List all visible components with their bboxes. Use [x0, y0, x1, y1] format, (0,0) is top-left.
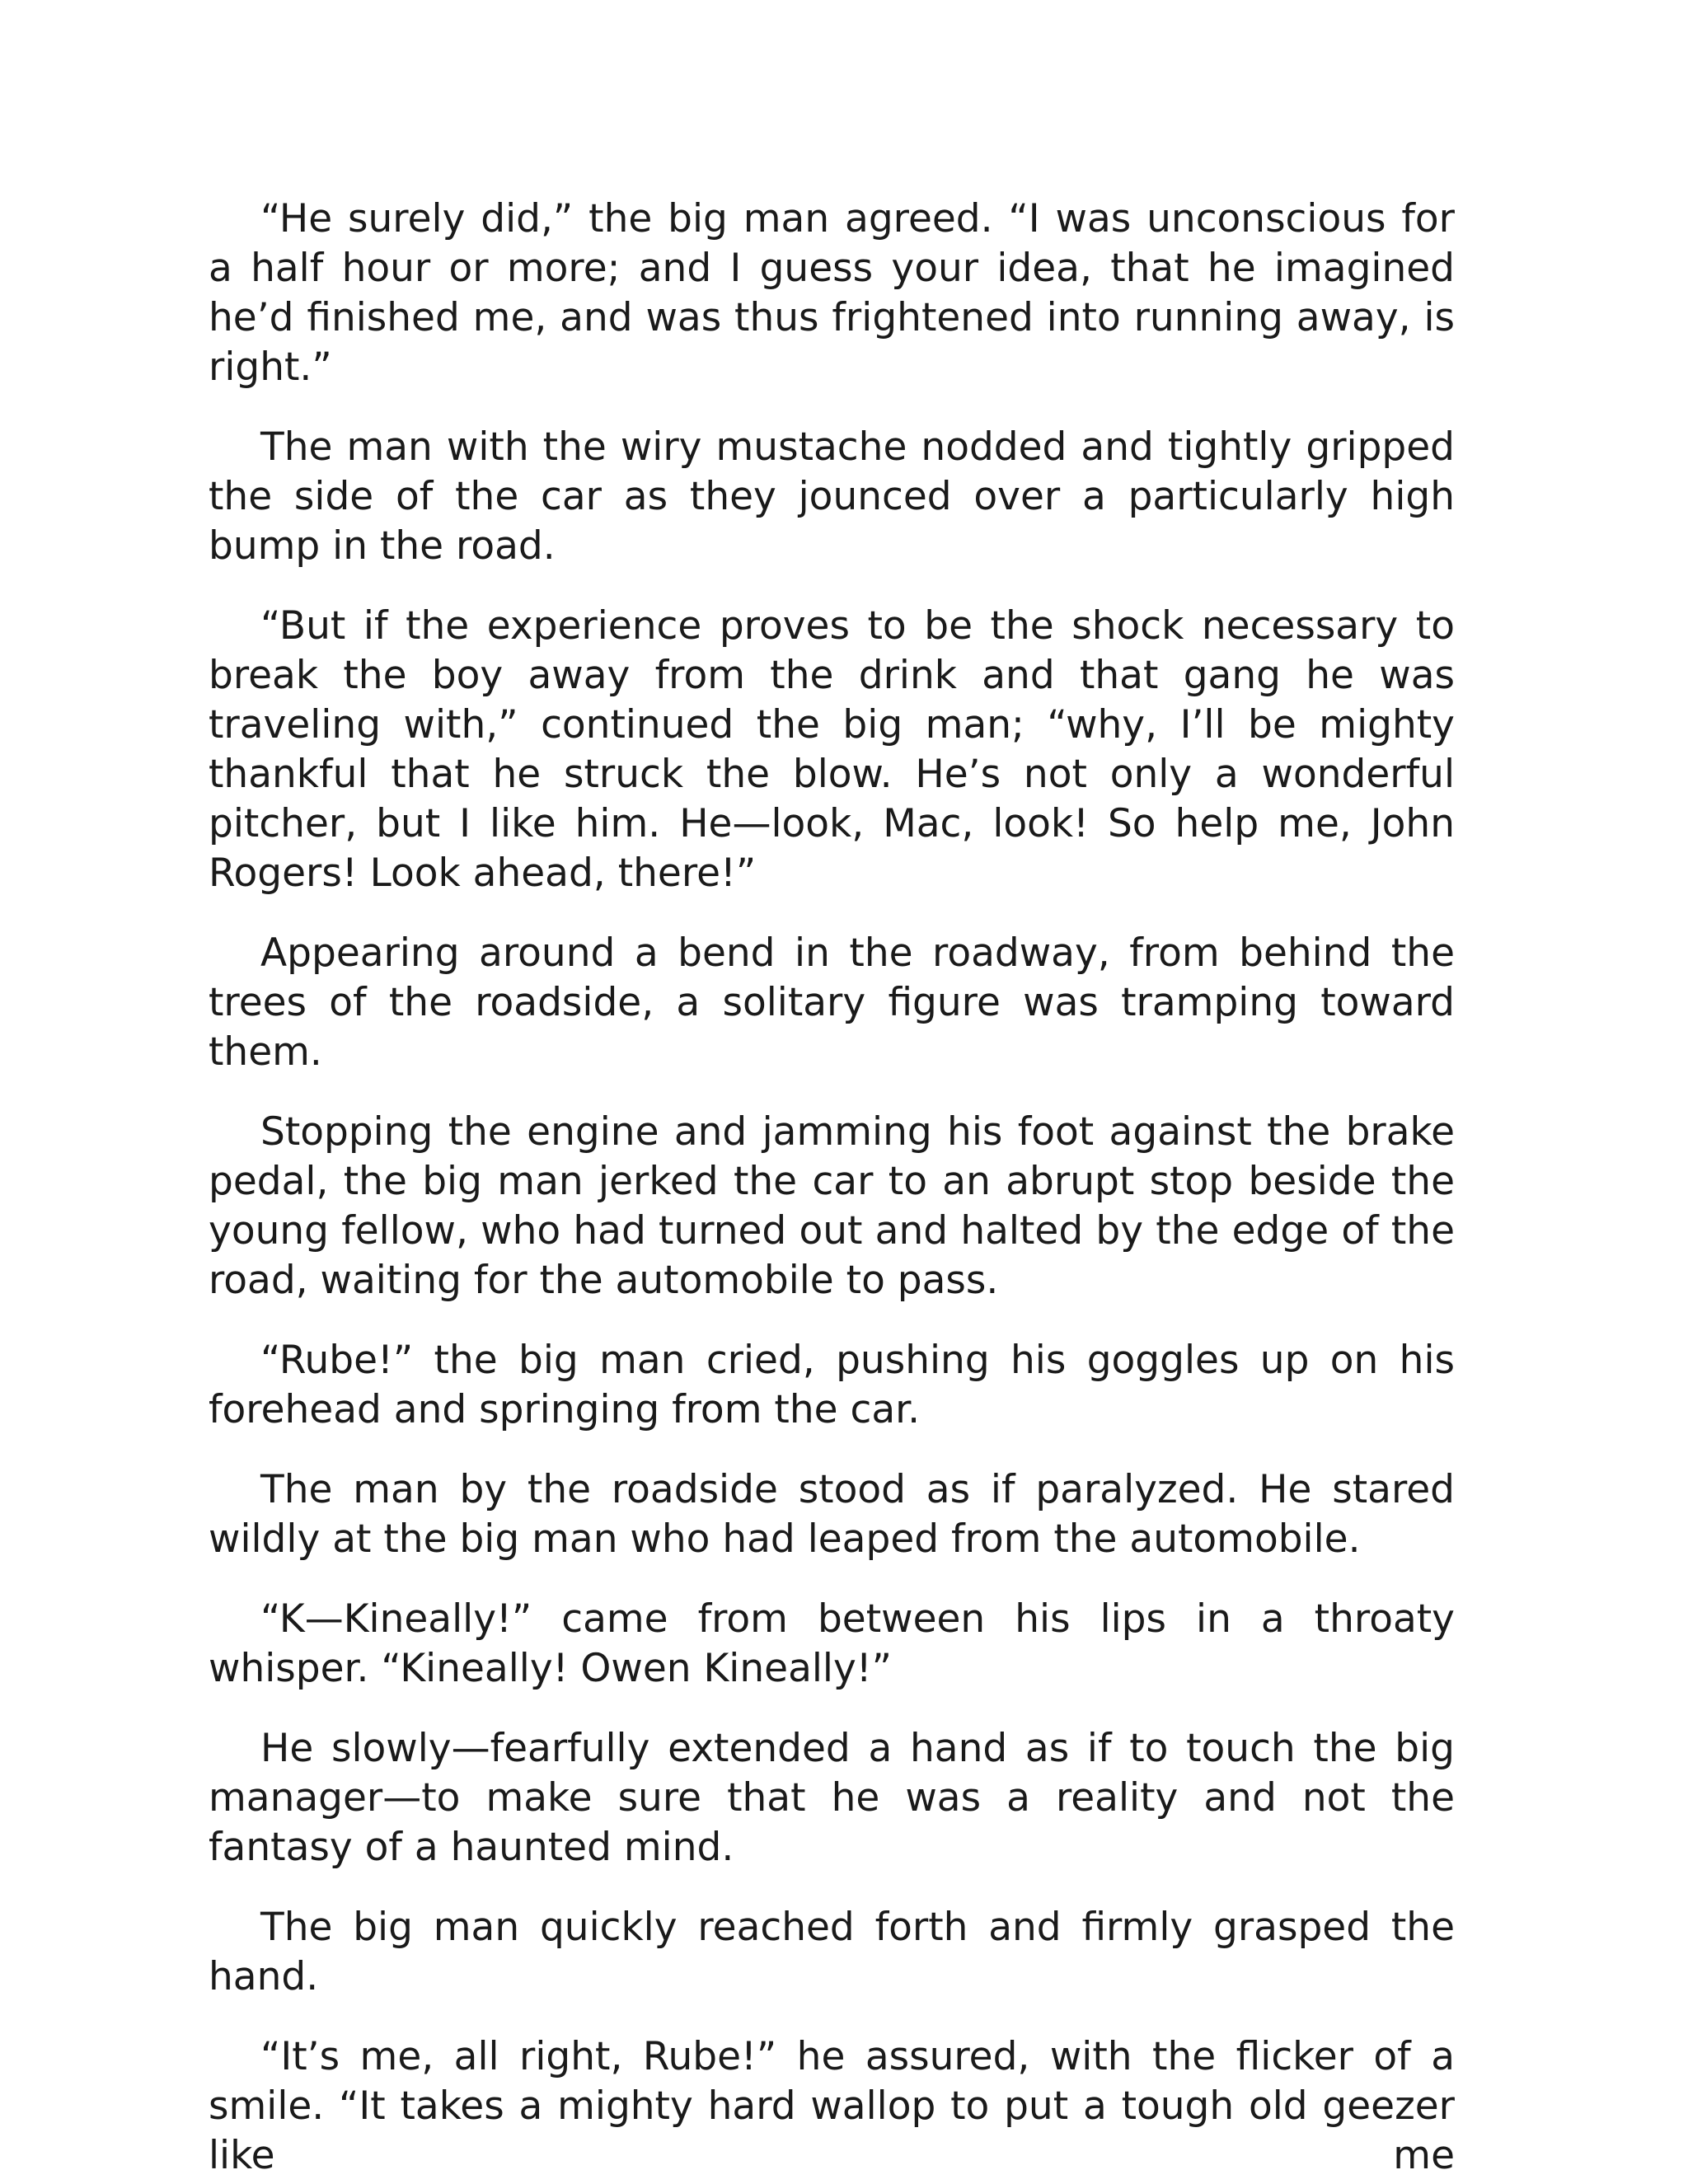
paragraph: Stopping the engine and jamming his foot against the brake pedal, the big man jerked the car to an abrupt stop beside the young fellow, who had turned out and halted by the edge of the road, waiting for the automobile to pass. — [209, 1109, 1455, 1303]
page-body — [209, 194, 1455, 2181]
paragraph: Appearing around a bend in the roadway, from behind the trees of the roadside, a solitary figure was tramping toward them. — [209, 930, 1455, 1075]
paragraph: “But if the experience proves to be the shock necessary to break the boy away from the drink and that gang he was traveling with,” continued the big man; “why, I’ll be mighty thankful that he struck the blow. He’s not only a wonderful pitcher, but I like him. He—look, Mac, look! So help me, John Rogers! Look ahead, there!” — [209, 603, 1455, 896]
paragraph: “K—Kineally!” came from between his lips in a throaty whisper. “Kineally! Owen Kineally!” — [209, 1596, 1455, 1691]
paragraph: “He surely did,” the big man agreed. “I was unconscious for a half hour or more; and I guess your idea, that he imagined he’d finished me, and was thus frightened into running away, is right.” — [209, 196, 1455, 390]
paragraph: The big man quickly reached forth and firmly grasped the hand. — [209, 1905, 1455, 1999]
paragraph: “Rube!” the big man cried, pushing his goggles up on his forehead and springing from the car. — [209, 1338, 1455, 1432]
paragraph: He slowly—fearfully extended a hand as if to touch the big manager—to make sure that he was a reality and not the fantasy of a haunted mind. — [209, 1726, 1455, 1870]
paragraph: “It’s me, all right, Rube!” he assured, with the flicker of a smile. “It takes a mighty hard wallop to put a tough old geezer like me — [209, 2034, 1455, 2178]
paragraph: The man with the wiry mustache nodded and tightly gripped the side of the car as they jounced over a particularly high bump in the road. — [209, 424, 1455, 569]
paragraph: The man by the roadside stood as if paralyzed. He stared wildly at the big man who had leaped from the automobile. — [209, 1467, 1455, 1562]
